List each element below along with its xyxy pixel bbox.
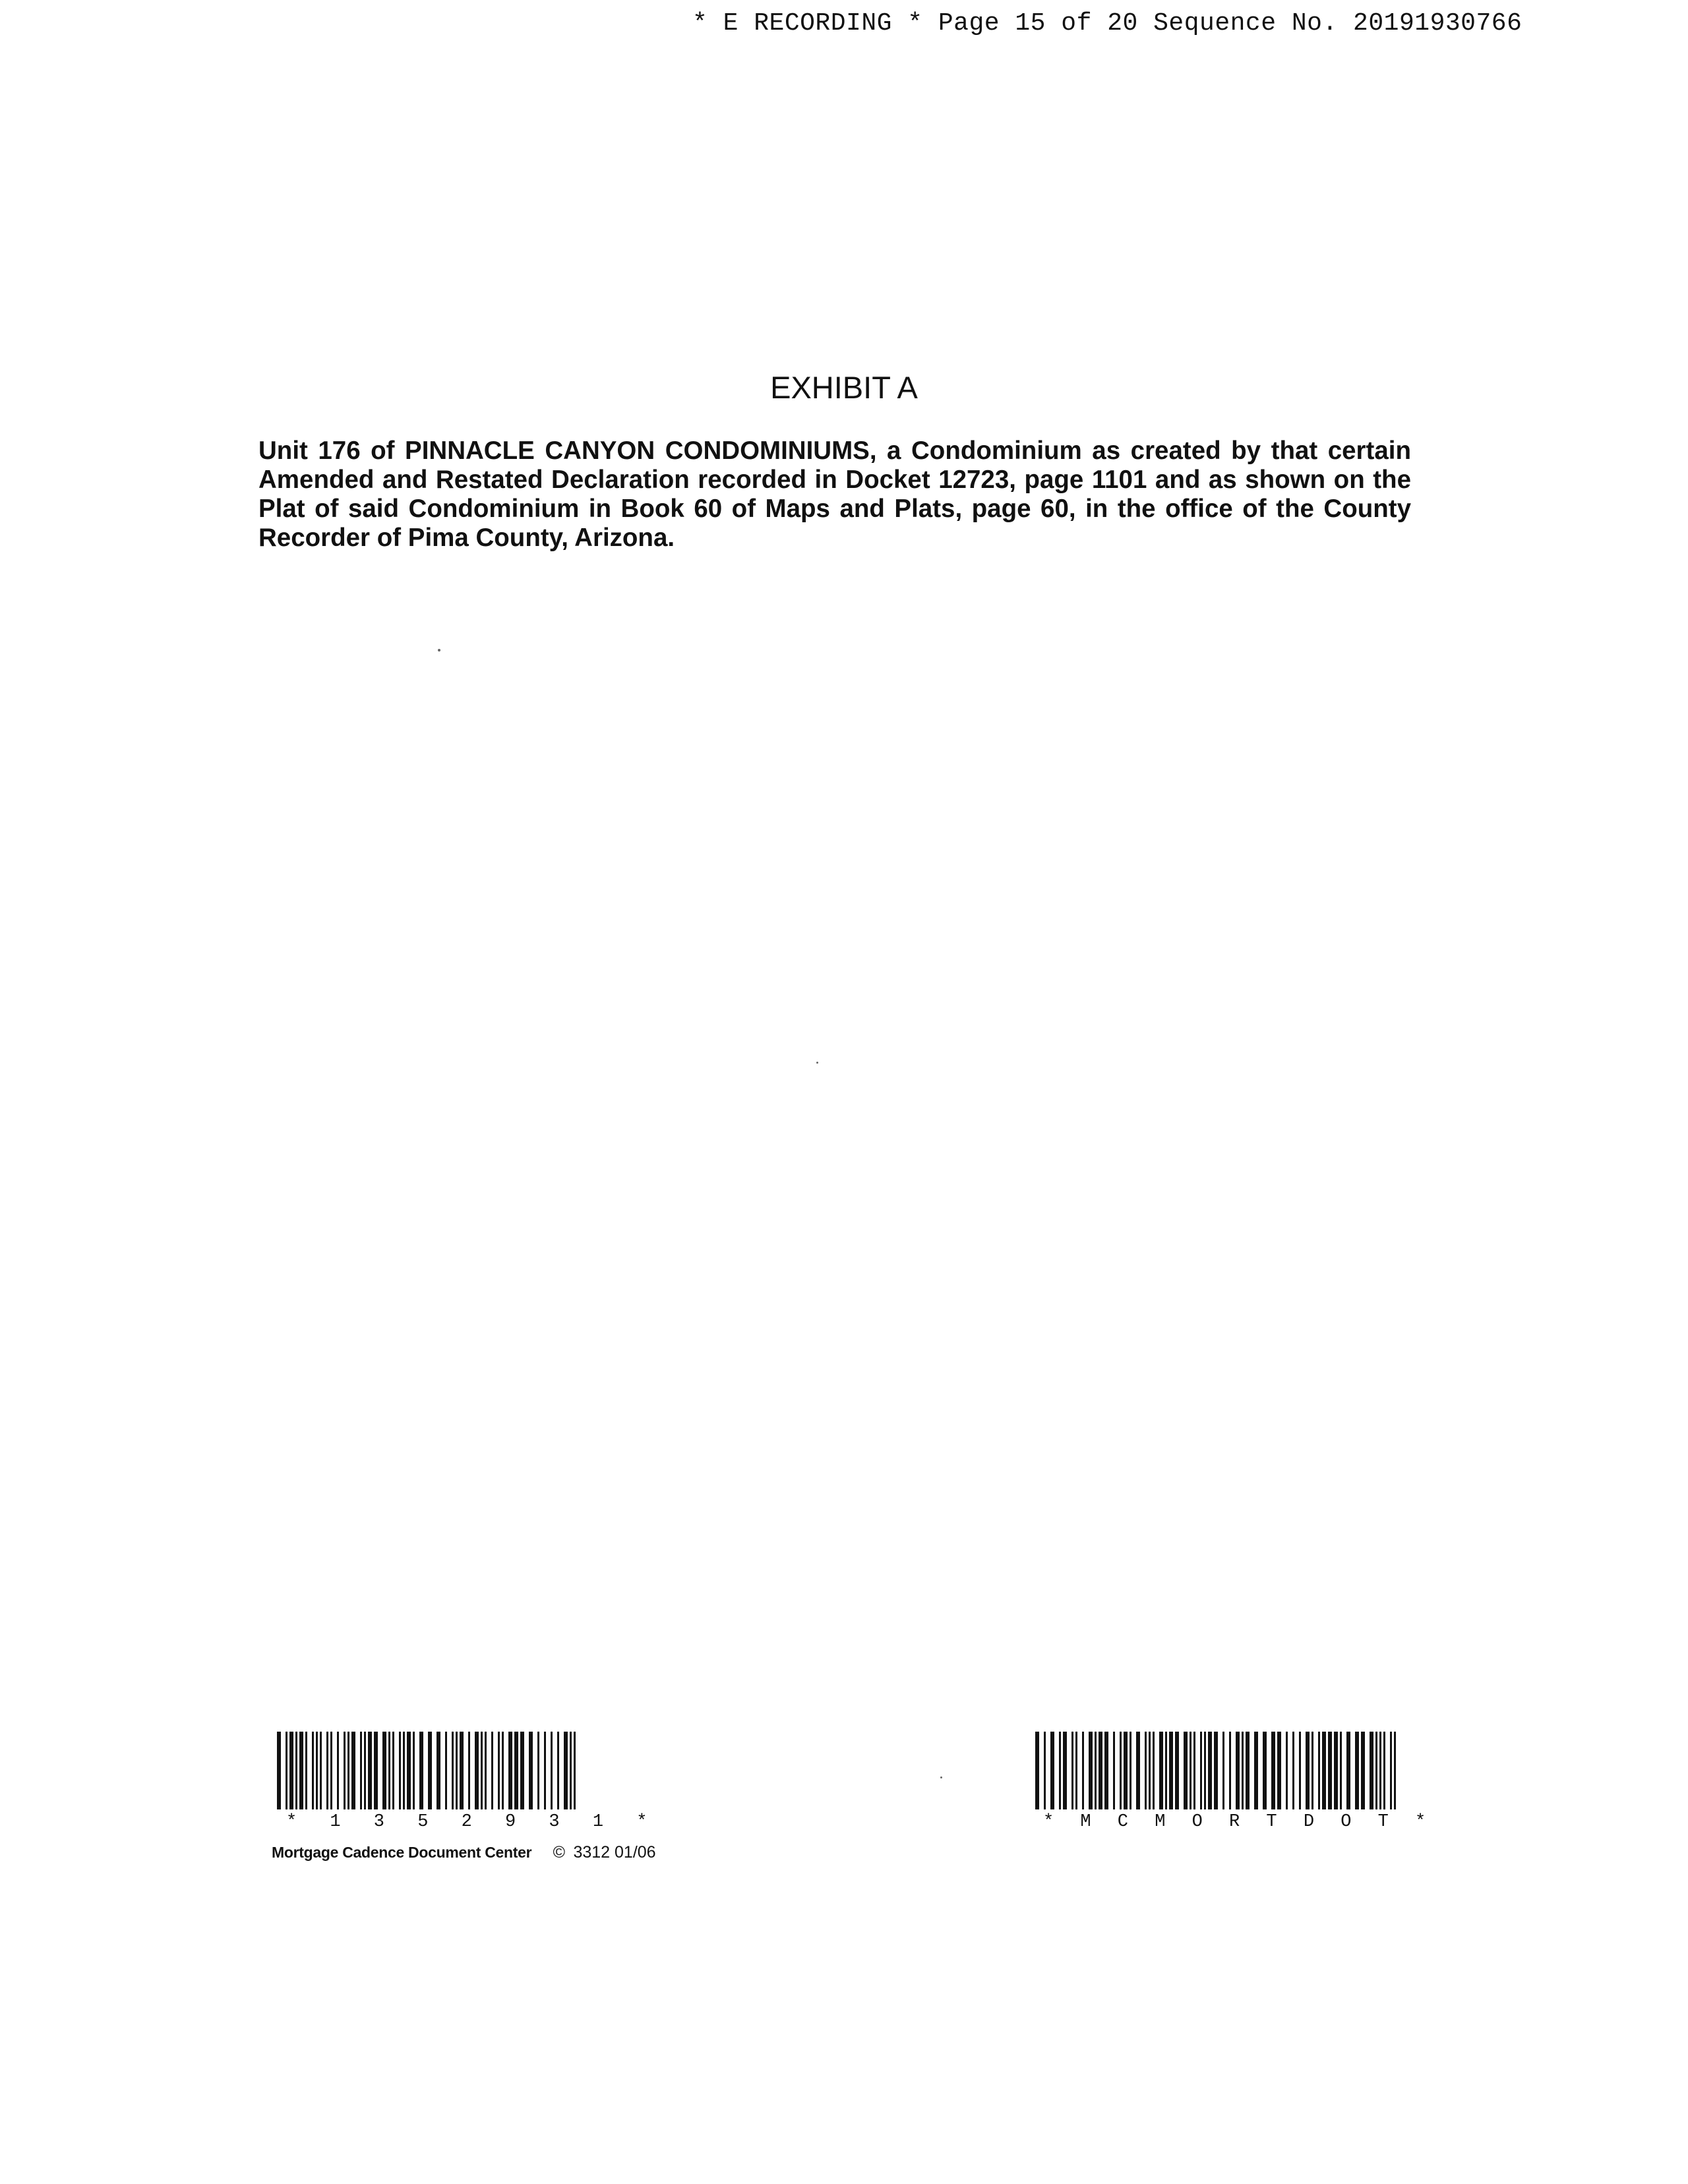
- exhibit-title: EXHIBIT A: [770, 370, 918, 405]
- barcode-bar: [1046, 1732, 1050, 1809]
- barcode-bar: [447, 1732, 452, 1809]
- barcode-bar: [1385, 1732, 1390, 1809]
- barcode-bar: [1218, 1732, 1222, 1809]
- barcode-bar: [493, 1732, 498, 1809]
- barcode-bar: [378, 1732, 382, 1809]
- barcode-bar: [1179, 1732, 1184, 1809]
- legal-description: Unit 176 of PINNACLE CANYON CONDOMINIUMS, a Condominium as created by that certain Amended and Restated Declaration recorded in Docket 12723, page 1101 and as shown on the Plat of said Condominium in Book 60 of Maps and Plats, page 60, in the office of the County Recorder of Pima County, Arizona.: [258, 437, 1411, 552]
- barcode-bar: [423, 1732, 428, 1809]
- barcode-bar: [524, 1732, 529, 1809]
- barcode-bar: [355, 1732, 360, 1809]
- barcode-bar: [1115, 1732, 1120, 1809]
- barcode-bar: [1084, 1732, 1089, 1809]
- barcode-bar: [307, 1732, 312, 1809]
- barcode-bar: [1294, 1732, 1299, 1809]
- barcode-caption: * 1 3 5 2 9 3 1 *: [286, 1812, 659, 1832]
- barcode-bar: [1140, 1732, 1145, 1809]
- barcode-bar: [533, 1732, 537, 1809]
- barcode-bar: [1108, 1732, 1113, 1809]
- barcode-bar: [432, 1732, 437, 1809]
- barcode-bar: [1250, 1732, 1254, 1809]
- barcode-bar: [281, 1732, 286, 1809]
- barcode-bar: [1131, 1732, 1136, 1809]
- barcode-bars: [1035, 1732, 1402, 1809]
- scan-speck: [438, 649, 440, 652]
- barcode-bar: [440, 1732, 445, 1809]
- barcode-bar: [1258, 1732, 1263, 1809]
- barcode-bar: [1342, 1732, 1346, 1809]
- barcode-bar: [1224, 1732, 1229, 1809]
- barcode-bar: [415, 1732, 419, 1809]
- barcode-bar: [1396, 1732, 1401, 1809]
- form-symbol: ©: [553, 1843, 566, 1862]
- barcode-bar: [339, 1732, 344, 1809]
- barcode-bar: [1231, 1732, 1236, 1809]
- barcode-bar: [576, 1732, 578, 1809]
- barcode-bar: [559, 1732, 564, 1809]
- barcode-bar: [1267, 1732, 1271, 1809]
- barcode-bar: [464, 1732, 468, 1809]
- scan-speck: [816, 1062, 818, 1064]
- barcode-bar: [504, 1732, 508, 1809]
- barcode-bar: [470, 1732, 475, 1809]
- barcode-bar: [1281, 1732, 1286, 1809]
- barcode-bar: [1313, 1732, 1318, 1809]
- barcode-bar: [1054, 1732, 1059, 1809]
- barcode-caption: * M C M O R T D O T *: [1043, 1812, 1434, 1832]
- barcode-left: [277, 1732, 659, 1837]
- barcode-bar: [539, 1732, 544, 1809]
- barcode-bar: [322, 1732, 326, 1809]
- barcode-bar: [1195, 1732, 1200, 1809]
- barcode-bar: [394, 1732, 399, 1809]
- barcode-bar: [332, 1732, 337, 1809]
- barcode-bar: [1301, 1732, 1306, 1809]
- barcode-bar: [1350, 1732, 1355, 1809]
- recording-header: * E RECORDING * Page 15 of 20 Sequence No. 20191930766: [692, 9, 1522, 38]
- form-footer: [272, 1843, 656, 1862]
- barcode-bars: [277, 1732, 579, 1809]
- barcode-bar: [553, 1732, 557, 1809]
- barcode-right: [1035, 1732, 1434, 1837]
- barcode-bar: [1365, 1732, 1370, 1809]
- barcode-bar: [1288, 1732, 1292, 1809]
- form-code: 3312 01/06: [573, 1843, 656, 1862]
- form-label: Mortgage Cadence Document Center: [272, 1844, 532, 1861]
- barcode-bar: [1155, 1732, 1159, 1809]
- barcode-bar: [546, 1732, 551, 1809]
- barcode-bar: [1077, 1732, 1082, 1809]
- barcode-bar: [1039, 1732, 1044, 1809]
- barcode-bar: [487, 1732, 491, 1809]
- barcode-bar: [1067, 1732, 1071, 1809]
- scan-speck: [940, 1776, 942, 1778]
